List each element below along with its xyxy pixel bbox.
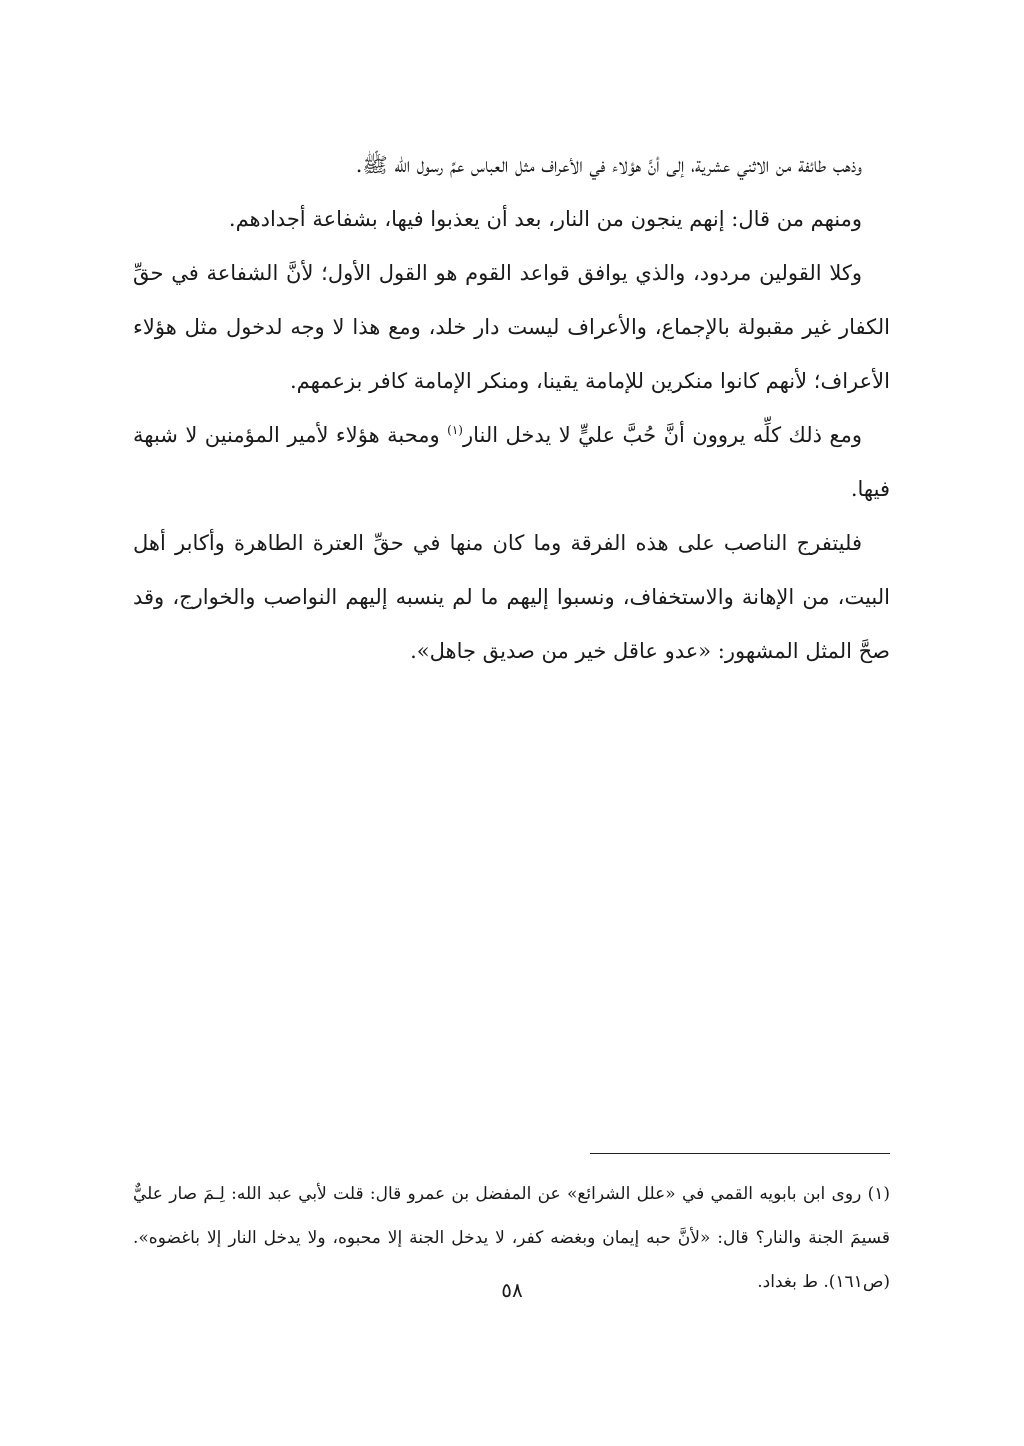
paragraph-4 <box>133 408 890 516</box>
paragraph-4-text-before: ومع ذلك كلِّه يروون أنَّ حُبَّ عليٍّ لا يدخل النار <box>462 423 863 447</box>
page-number: ٥٨ <box>501 1278 523 1302</box>
paragraph-2: ومنهم من قال: إنهم ينجون من النار، بعد أن يعذبوا فيها، بشفاعة أجدادهم. <box>228 207 862 231</box>
paragraph-3: وكلا القولين مردود، والذي يوافق قواعد القوم هو القول الأول؛ لأنَّ الشفاعة في حقِّ الكفار غير مقبولة بالإجماع، والأعراف ليست دار خلد، ومع هذا لا وجه لدخول مثل هؤلاء الأعراف؛ لأنهم كانوا منكرين للإمامة يقينا، ومنكر الإمامة كافر بزعمهم. <box>133 261 890 393</box>
footnote-1: (١) روى ابن بابويه القمي في «علل الشرائع» عن المفضل بن عمرو قال: قلت لأبي عبد الله: لِـمَ صار عليٌّ قسيمَ الجنة والنار؟ قال: «لأنَّ حبه إيمان وبغضه كفر، لا يدخل الجنة إلا محبوه، ولا يدخل النار إلا باغضوه». (ص١٦١). ط بغداد. <box>133 1184 890 1292</box>
footnote-marker[interactable]: (١) <box>447 423 463 437</box>
paragraph-4-text-after: ومحبة هؤلاء لأمير المؤمنين لا شبهة فيها. <box>133 423 890 501</box>
paragraph-5: فليتفرج الناصب على هذه الفرقة وما كان منها في حقِّ العترة الطاهرة وأكابر أهل البيت، من الإهانة والاستخفاف، ونسبوا إليهم ما لم ينسبه إليهم النواصب والخوارج، وقد صحَّ المثل المشهور: «عدو عاقل خير من صديق جاهل». <box>133 531 890 663</box>
footnote-separator <box>590 1153 890 1154</box>
main-text <box>133 138 890 678</box>
paragraph-1: وذهب طائفة من الاثني عشرية، إلى أنَّ هؤلاء في الأعراف مثل العباس عمِّ رسول الله ﷺ. <box>355 153 862 177</box>
